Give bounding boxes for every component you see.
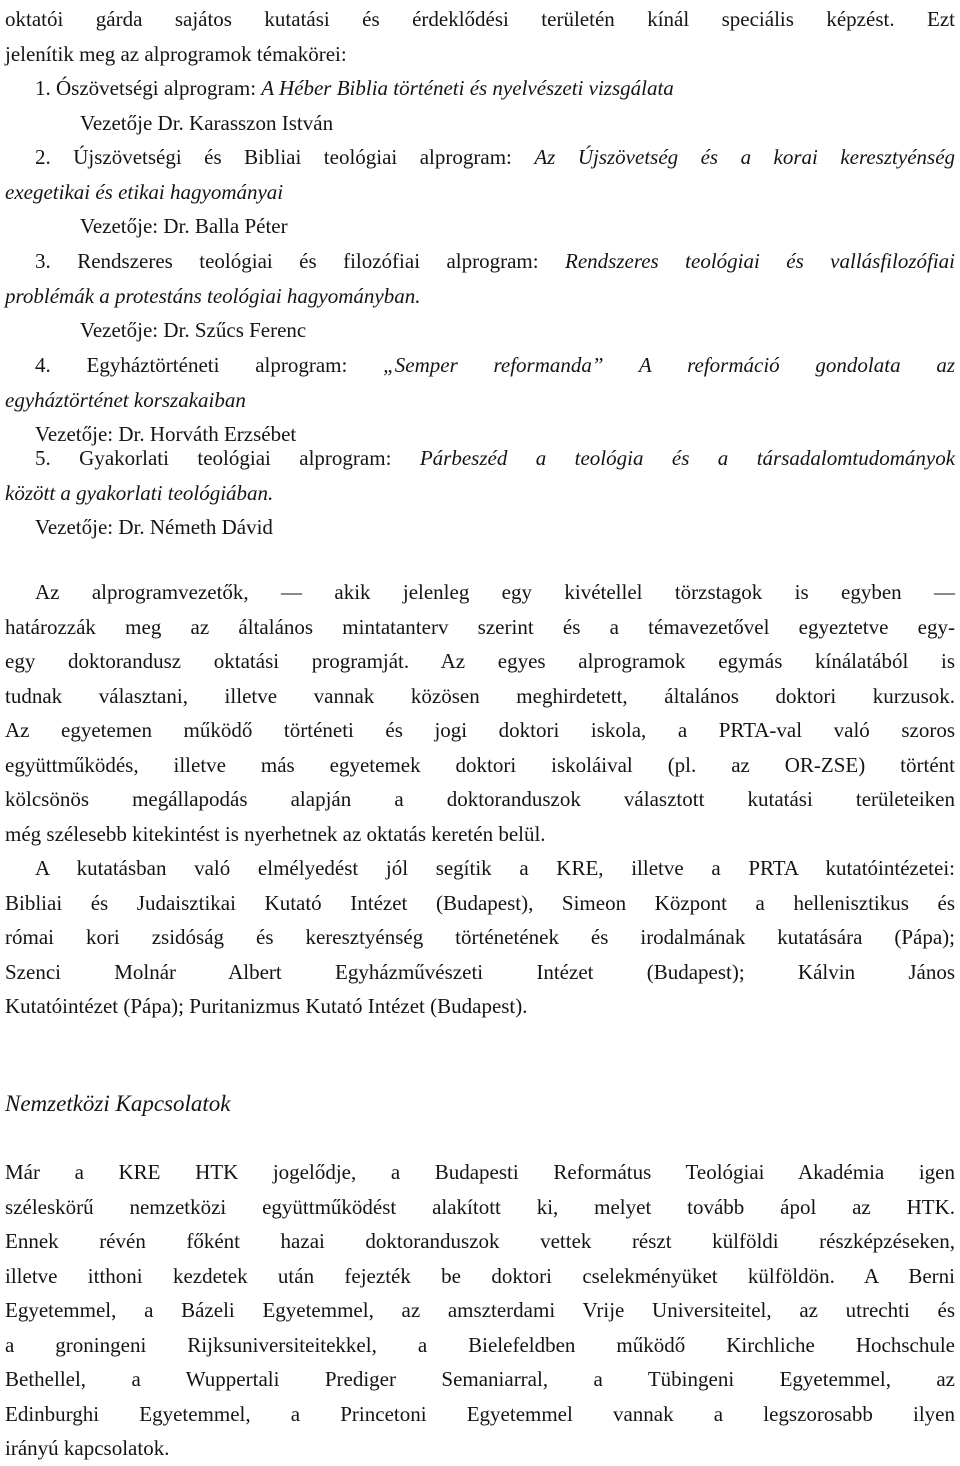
program-name: Egyháztörténeti alprogram:: [86, 353, 348, 377]
paragraph-alprogram: [5, 575, 955, 851]
text-line: Egyetemmel, a Bázeli Egyetemmel, az amszterdami Vrije Universiteitel, az utrechti és: [5, 1298, 955, 1322]
program-number: 4.: [35, 353, 51, 377]
program-number: 3.: [35, 249, 51, 273]
text-line: határozzák meg az általános mintatanterv szerint és a témavezetővel egyeztetve egy-: [5, 614, 955, 639]
program-line: [5, 140, 955, 175]
text-line: jelenítik meg az alprogramok témakörei:: [5, 41, 347, 66]
program-line: [5, 441, 955, 476]
paragraph-research-institutes: [5, 851, 955, 1024]
program-line: [5, 348, 955, 383]
text-line: Bibliai és Judaisztikai Kutató Intézet (Budapest), Simeon Központ a hellenisztikus és: [5, 890, 955, 915]
text-line: Bethellel, a Wuppertali Prediger Semaniarral, a Tübingeni Egyetemmel, az: [5, 1367, 955, 1391]
program-leader: Vezetője: Dr. Szűcs Ferenc: [80, 318, 307, 342]
text-line: Az egyetemen működő történeti és jogi doktori iskola, a PRTA-val való szoros: [5, 718, 955, 742]
text-line: római kori zsidóság és keresztyénség történetének és irodalmának kutatására (Pápa);: [5, 925, 955, 949]
text-line: együttműködés, illetve más egyetemek doktori iskoláival (pl. az OR-ZSE) történt: [5, 752, 955, 777]
program-name: Újszövetségi és Bibliai teológiai alprogram:: [73, 145, 512, 169]
text-line: a groningeni Rijksuniversiteitekkel, a Bielefeldben működő Kirchliche Hochschule: [5, 1332, 955, 1357]
program-title-cont: egyháztörténet korszakaiban: [5, 387, 246, 412]
program-name: Rendszeres teológiai és filozófiai alprogram:: [77, 249, 539, 273]
text-line: irányú kapcsolatok.: [5, 1436, 170, 1460]
program-title-cont: exegetikai és etikai hagyományai: [5, 179, 284, 204]
program-title: Párbeszéd a teológia és a társadalomtudományok: [419, 446, 956, 470]
program-leader: Vezetője Dr. Karasszon István: [80, 110, 334, 135]
text-line: Már a KRE HTK jogelődje, a Budapesti Református Teológiai Akadémia igen: [5, 1160, 955, 1184]
section-heading: Nemzetközi Kapcsolatok: [5, 1091, 231, 1116]
text-line: Edinburghi Egyetemmel, a Princetoni Egyetemmel vannak a legszorosabb ilyen: [5, 1401, 955, 1426]
text-line: Ennek révén főként hazai doktoranduszok vettek részt külföldi részképzéseken,: [5, 1229, 955, 1253]
program-title: Rendszeres teológiai és vallásfilozófiai: [565, 249, 956, 273]
program-title-cont: problémák a protestáns teológiai hagyományban.: [5, 283, 421, 308]
program-leader: Vezetője: Dr. Németh Dávid: [35, 515, 273, 539]
text-line: Kutatóintézet (Pápa); Puritanizmus Kutató Intézet (Budapest).: [5, 994, 528, 1018]
text-line: Az alprogramvezetők, — akik jelenleg egy kivétellel törzstagok is egyben —: [35, 580, 955, 604]
program-item-1: [5, 71, 955, 140]
program-item-4: [5, 348, 955, 452]
program-title: A Héber Biblia történeti és nyelvészeti vizsgálata: [261, 76, 674, 100]
program-title: „Semper reformanda” A reformáció gondolata az: [383, 353, 955, 377]
program-title-cont: között a gyakorlati teológiában.: [5, 480, 274, 505]
paragraph-international: [5, 1155, 955, 1466]
text-line: oktatói gárda sajátos kutatási és érdeklődési területén kínál speciális képzést. Ezt: [5, 7, 955, 31]
text-line: illetve itthoni kezdetek után fejezték be doktori cselekményüket külföldön. A Berni: [5, 1263, 955, 1288]
program-item-5: [5, 441, 955, 545]
program-number: 5.: [35, 446, 51, 470]
program-leader: Vezetője: Dr. Horváth Erzsébet: [35, 422, 297, 446]
text-line: A kutatásban való elmélyedést jól segítik a KRE, illetve a PRTA kutatóintézetei:: [35, 856, 955, 880]
text-line: Szenci Molnár Albert Egyházművészeti Intézet (Budapest); Kálvin János: [5, 959, 955, 984]
program-name: Ószövetségi alprogram:: [56, 76, 257, 100]
program-item-3: [5, 244, 955, 348]
program-name: Gyakorlati teológiai alprogram:: [79, 446, 392, 470]
program-leader: Vezetője: Dr. Balla Péter: [80, 214, 288, 238]
program-title: Az Újszövetség és a korai keresztyénség: [534, 145, 956, 169]
program-line: [5, 244, 955, 279]
program-number: 1.: [35, 76, 51, 100]
intro-paragraph: [5, 2, 955, 71]
text-line: kölcsönös megállapodás alapján a doktoranduszok választott kutatási területeiken: [5, 787, 955, 811]
text-line: egy doktorandusz oktatási programját. Az egyes alprogramok egymás kínálatából is: [5, 649, 955, 673]
program-number: 2.: [35, 145, 51, 169]
program-line: [5, 71, 955, 106]
text-line: még szélesebb kitekintést is nyerhetnek az oktatás keretén belül.: [5, 821, 546, 846]
text-line: széleskörű nemzetközi együttműködést alakított ki, melyet tovább ápol az HTK.: [5, 1194, 955, 1219]
program-item-2: [5, 140, 955, 244]
text-line: tudnak választani, illetve vannak közösen meghirdetett, általános doktori kurzusok.: [5, 683, 955, 708]
